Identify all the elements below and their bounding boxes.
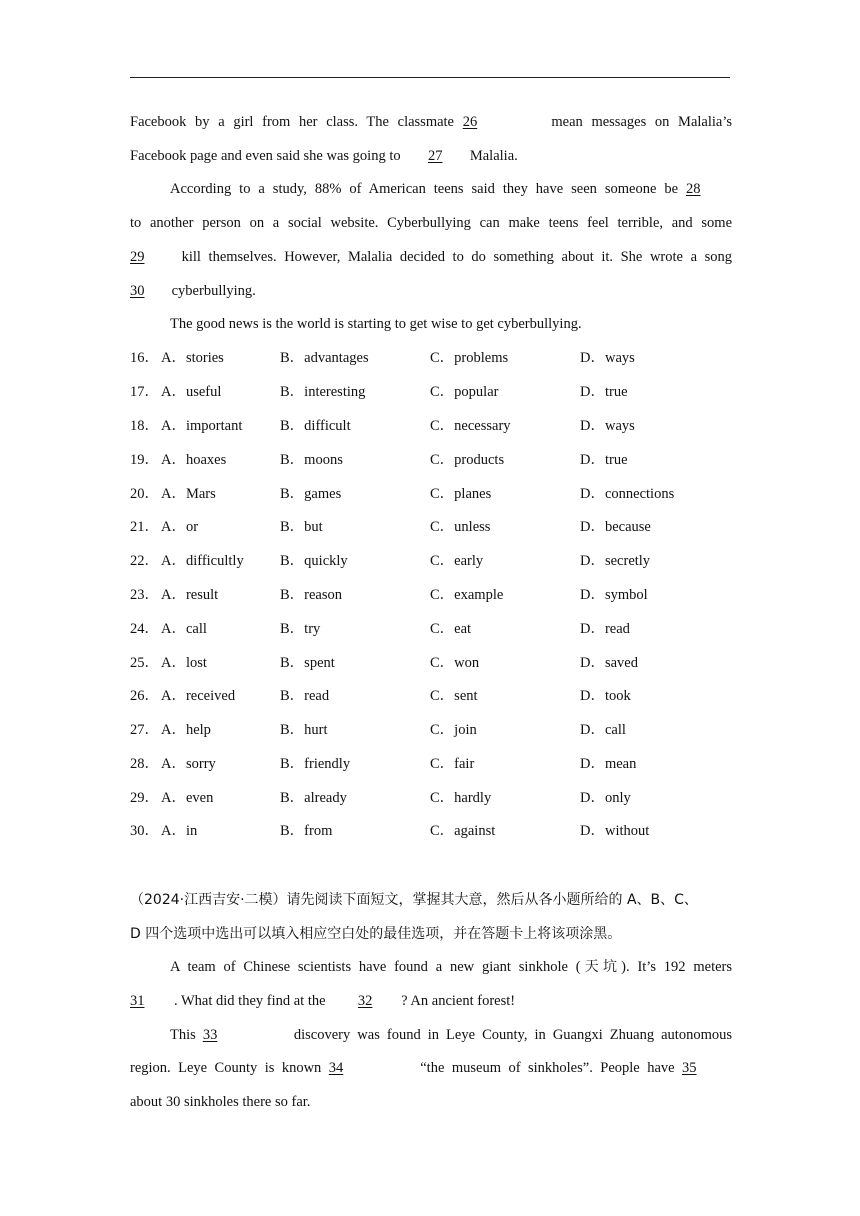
option-d: D．took (580, 688, 631, 704)
option-c: C．fair (430, 756, 475, 772)
question-number: 23． (130, 587, 159, 603)
option-d: D．ways (580, 350, 635, 366)
option-a: A．sorry (161, 756, 216, 772)
passage-line: region. Leye County is known 34 “the museum of sinkholes”. People have 35 (130, 1059, 732, 1077)
question-number: 24． (130, 621, 159, 637)
passage-line: This 33 discovery was found in Leye County, in Guangxi Zhuang autonomous (170, 1027, 733, 1043)
section-instructions: D 四个选项中选出可以填入相应空白处的最佳选项，并在答题卡上将该项涂黑。 (130, 926, 622, 942)
option-c: C．join (430, 722, 477, 738)
passage-line: Facebook by a girl from her class. The classmate 26 mean messages on Malalia’s (130, 114, 733, 130)
option-d: D．because (580, 519, 651, 535)
option-c: C．eat (430, 621, 472, 637)
passage-line: A team of Chinese scientists have found a new giant sinkhole (天坑). It’s 192 meters (170, 959, 733, 975)
option-d: D．only (580, 790, 631, 806)
option-c: C．hardly (430, 790, 492, 806)
blank-28: 28 (686, 181, 701, 197)
option-b: B．try (280, 621, 321, 637)
option-c: C．unless (430, 519, 491, 535)
option-b: B．interesting (280, 384, 366, 400)
passage-line: 31 . What did they find at the 32 ? An ancient forest! (130, 993, 516, 1009)
blank-35: 35 (682, 1060, 697, 1076)
option-a: A．result (161, 587, 219, 603)
option-a: A．difficultly (161, 553, 244, 569)
passage-line: According to a study, 88% of American teens said they have seen someone be 28 (170, 180, 732, 198)
passage-line: about 30 sinkholes there so far. (130, 1094, 311, 1110)
blank-33: 33 (202, 1027, 218, 1043)
option-d: D．true (580, 452, 628, 468)
option-a: A．important (161, 418, 243, 434)
option-d: D．read (580, 621, 630, 637)
option-d: D．symbol (580, 587, 648, 603)
question-number: 16． (130, 350, 159, 366)
option-a: A．lost (161, 655, 207, 671)
header-rule (130, 77, 730, 78)
question-number: 19． (130, 452, 159, 468)
option-b: B．spent (280, 655, 335, 671)
passage-line: The good news is the world is starting to get wise to get cyberbullying. (170, 316, 582, 332)
option-c: C．example (430, 587, 504, 603)
question-number: 28． (130, 756, 159, 772)
option-c: C．necessary (430, 418, 511, 434)
option-b: B．games (280, 486, 342, 502)
question-number: 30． (130, 823, 159, 839)
section-instructions: （2024·江西吉安·二模）请先阅读下面短文，掌握其大意，然后从各小题所给的 A、B、C、 (130, 892, 698, 908)
question-number: 26． (130, 688, 159, 704)
blank-31: 31 (130, 993, 145, 1009)
option-d: D．true (580, 384, 628, 400)
option-b: B．hurt (280, 722, 328, 738)
option-a: A．help (161, 722, 211, 738)
question-number: 17． (130, 384, 159, 400)
blank-27: 27 (427, 148, 443, 164)
option-c: C．popular (430, 384, 499, 400)
option-b: B．from (280, 823, 333, 839)
option-c: C．early (430, 553, 484, 569)
option-b: B．already (280, 790, 347, 806)
option-b: B．reason (280, 587, 343, 603)
option-d: D．connections (580, 486, 675, 502)
option-d: D．mean (580, 756, 637, 772)
question-number: 20． (130, 486, 159, 502)
blank-29: 29 (130, 249, 145, 265)
option-d: D．call (580, 722, 626, 738)
option-b: B．friendly (280, 756, 351, 772)
option-c: C．planes (430, 486, 492, 502)
option-c: C．sent (430, 688, 478, 704)
option-a: A．hoaxes (161, 452, 227, 468)
passage-line: 30 cyberbullying. (130, 283, 256, 299)
option-a: A．call (161, 621, 207, 637)
question-number: 27． (130, 722, 159, 738)
option-c: C．problems (430, 350, 509, 366)
question-number: 22． (130, 553, 159, 569)
option-c: C．against (430, 823, 496, 839)
option-b: B．quickly (280, 553, 348, 569)
option-b: B．but (280, 519, 323, 535)
question-number: 25． (130, 655, 159, 671)
passage-line: to another person on a social website. Cyberbullying can make teens feel terrible, and some (130, 215, 732, 231)
option-b: B．difficult (280, 418, 351, 434)
option-a: A．received (161, 688, 236, 704)
blank-26: 26 (462, 114, 478, 130)
option-b: B．moons (280, 452, 343, 468)
option-b: B．read (280, 688, 330, 704)
blank-30: 30 (130, 283, 145, 299)
option-a: A．useful (161, 384, 222, 400)
option-c: C．products (430, 452, 505, 468)
question-number: 18． (130, 418, 159, 434)
option-d: D．ways (580, 418, 635, 434)
option-a: A．even (161, 790, 214, 806)
option-d: D．without (580, 823, 650, 839)
option-d: D．secretly (580, 553, 651, 569)
passage-line: 29 kill themselves. However, Malalia decided to do something about it. She wrote a song (130, 249, 733, 265)
option-a: A．Mars (161, 486, 216, 502)
blank-32: 32 (357, 993, 373, 1009)
option-a: A．or (161, 519, 199, 535)
option-a: A．in (161, 823, 198, 839)
question-number: 29． (130, 790, 159, 806)
passage-line: Facebook page and even said she was going to 27 Malalia. (130, 148, 518, 164)
option-c: C．won (430, 655, 480, 671)
blank-34: 34 (328, 1060, 344, 1076)
question-number: 21． (130, 519, 159, 535)
option-d: D．saved (580, 655, 638, 671)
option-b: B．advantages (280, 350, 369, 366)
option-a: A．stories (161, 350, 224, 366)
